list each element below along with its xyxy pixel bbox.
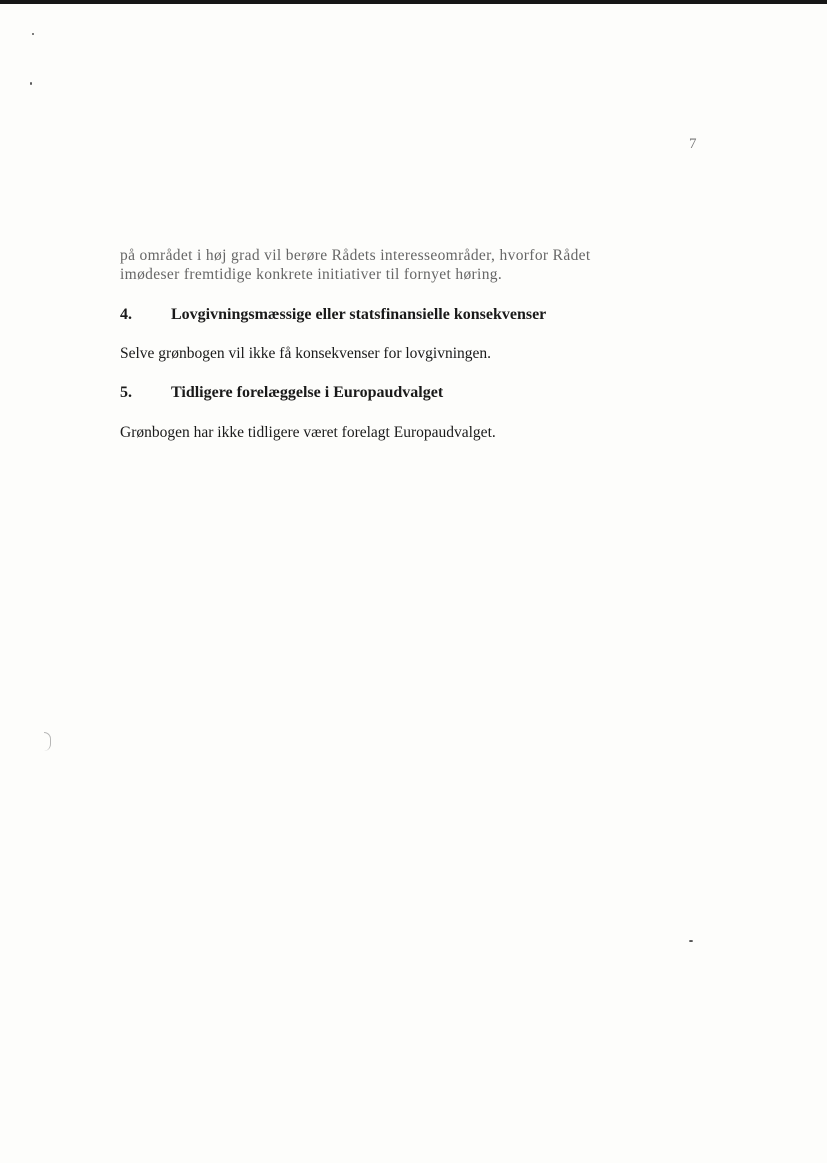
section-body-5: Grønbogen har ikke tidligere været forelagt Europaudvalget. bbox=[120, 424, 496, 441]
scan-speck bbox=[689, 940, 693, 942]
section-number: 5. bbox=[120, 384, 132, 401]
scan-speck bbox=[30, 82, 32, 85]
section-title: Tidligere forelæggelse i Europaudvalget bbox=[171, 384, 444, 401]
section-heading-5 bbox=[120, 383, 443, 402]
intro-line-2: imødeser fremtidige konkrete initiativer til fornyet høring. bbox=[120, 266, 503, 283]
scan-speck bbox=[32, 33, 34, 35]
page-number: 7 bbox=[689, 136, 697, 152]
scan-top-edge bbox=[0, 0, 827, 4]
scan-mark bbox=[44, 732, 51, 751]
section-heading-4 bbox=[120, 305, 546, 324]
section-number: 4. bbox=[120, 306, 132, 323]
section-title: Lovgivningsmæssige eller statsfinansielle konsekvenser bbox=[171, 306, 547, 323]
intro-line-1: på området i høj grad vil berøre Rådets interesseområder, hvorfor Rådet bbox=[120, 247, 591, 264]
section-body-4: Selve grønbogen vil ikke få konsekvenser for lovgivningen. bbox=[120, 345, 492, 362]
